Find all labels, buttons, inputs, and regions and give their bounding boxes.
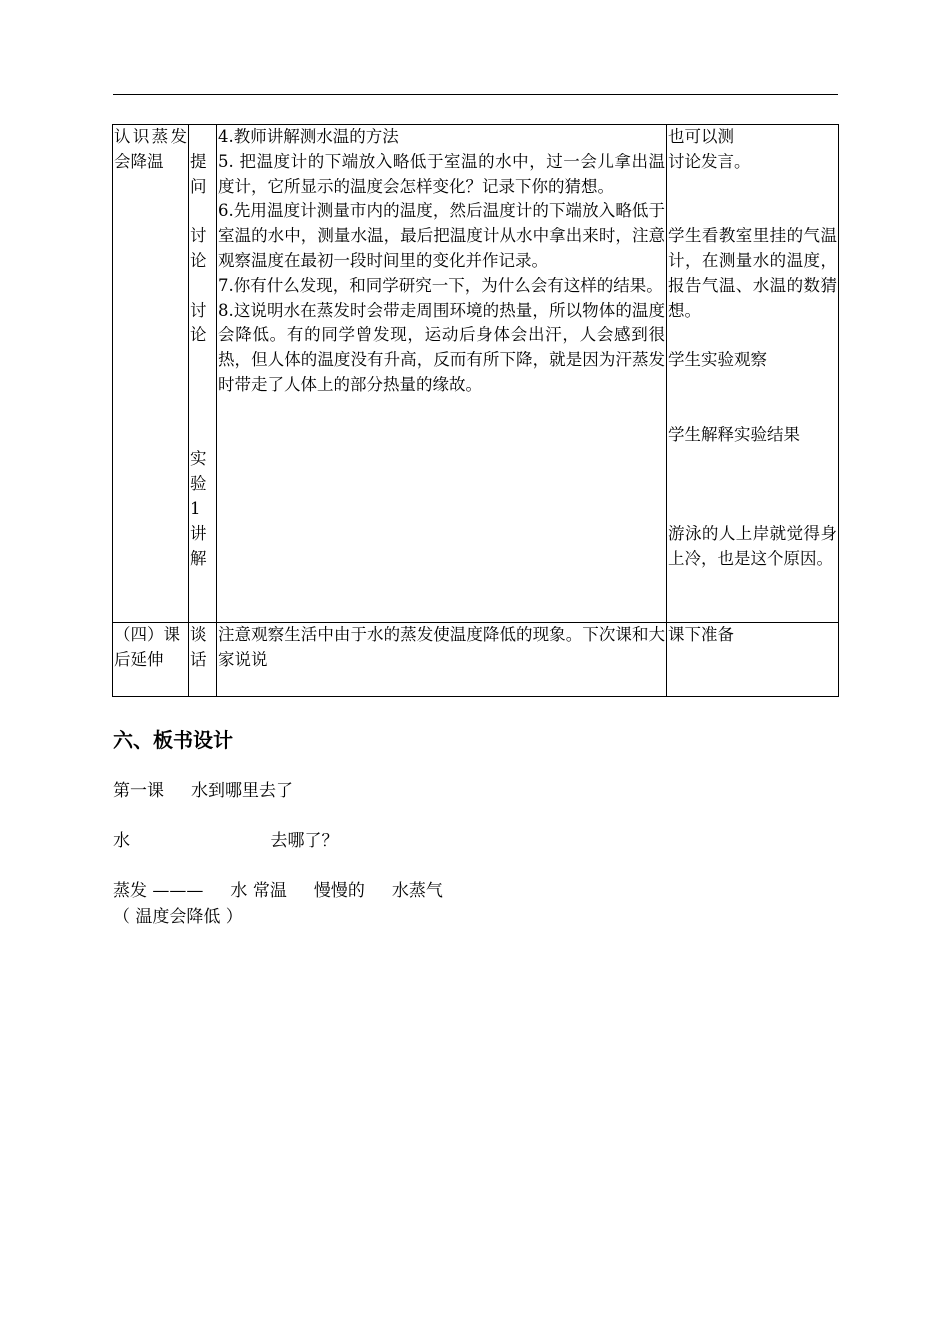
method-label: 谈话 (190, 625, 207, 669)
board-line-water: 水 去哪了？ (113, 831, 339, 851)
table-row (113, 125, 839, 623)
method-char: 实 (190, 449, 207, 469)
method-char: 讨 (190, 300, 207, 320)
method-char: 讨 (190, 226, 207, 246)
spacer (668, 175, 837, 200)
section-heading: 六、板书设计 (113, 728, 233, 752)
spacer (190, 125, 215, 150)
step-text: 6.先用温度计测量市内的温度，然后温度计的下端放入略低于室温的水中，测量水温，最后把温度计从水中拿出来时，注意观察温度在最初一段时间里的变化并作记录。 (218, 201, 665, 270)
spacer (668, 199, 837, 224)
spacer (668, 472, 837, 497)
spacer (668, 373, 837, 398)
spacer (190, 398, 215, 423)
student-text: 课下准备 (668, 625, 734, 644)
table-row (113, 623, 839, 697)
spacer (668, 323, 837, 348)
step-text: 注意观察生活中由于水的蒸发使温度降低的现象。下次课和大家说说 (218, 625, 665, 669)
lesson-plan-table (112, 124, 839, 697)
step-text: 5. 把温度计的下端放入略低于室温的水中，过一会儿拿出温度计，它所显示的温度会怎样变化？记录下你的猜想。 (218, 151, 665, 196)
step-text: 8.这说明水在蒸发时会带走周围环境的热量，所以物体的温度会降低。有的同学曾发现，运动后身体会出汗，人会感到很热，但人体的温度没有升高，反而有所下降，就是因为汗蒸发时带走了人体上的部分热量的缘故。 (218, 300, 665, 394)
spacer (668, 398, 837, 423)
header-rule (113, 94, 838, 95)
spacer (190, 423, 215, 448)
student-text: 讨论发言。 (668, 151, 751, 171)
spacer (190, 274, 215, 299)
stage-label: 认识蒸发会降温 (114, 127, 187, 171)
student-text: 学生解释实验结果 (668, 424, 800, 444)
stage-cell (113, 125, 189, 623)
student-text: 游泳的人上岸就觉得身上冷，也是这个原因。 (668, 523, 837, 568)
method-char: 论 (190, 250, 207, 270)
student-text: 也可以测 (668, 127, 734, 146)
method-cell (189, 623, 217, 697)
stage-label: （四）课后延伸 (114, 625, 180, 669)
board-line-note: （ 温度会降低 ） (113, 907, 243, 927)
spacer (190, 373, 215, 398)
method-char: 讲 (190, 523, 207, 543)
spacer (668, 447, 837, 472)
step-text: 4.教师讲解测水温的方法 (218, 127, 399, 146)
student-text: 学生实验观察 (668, 350, 767, 370)
spacer (190, 199, 215, 224)
student-text: 学生看教室里挂的气温计，在测量水的温度，报告气温、水温的数猜想。 (668, 226, 837, 320)
board-line-title: 第一课 水到哪里去了 (113, 781, 294, 801)
student-cell (667, 623, 839, 697)
spacer (668, 497, 837, 522)
method-cell (189, 125, 217, 623)
board-line-evaporation: 蒸发 ——— 水 常温 慢慢的 水蒸气 (113, 881, 443, 901)
content-cell (217, 125, 667, 623)
method-char: 提 (190, 151, 207, 171)
stage-cell (113, 623, 189, 697)
spacer (190, 348, 215, 373)
method-char: 问 (190, 176, 207, 196)
step-text: 7.你有什么发现，和同学研究一下，为什么会有这样的结果。 (218, 275, 663, 295)
student-cell (667, 125, 839, 623)
method-char: 解 (190, 548, 207, 568)
method-char: 论 (190, 325, 207, 345)
content-cell (217, 623, 667, 697)
method-char: 1 (190, 498, 201, 518)
method-char: 验 (190, 474, 207, 494)
